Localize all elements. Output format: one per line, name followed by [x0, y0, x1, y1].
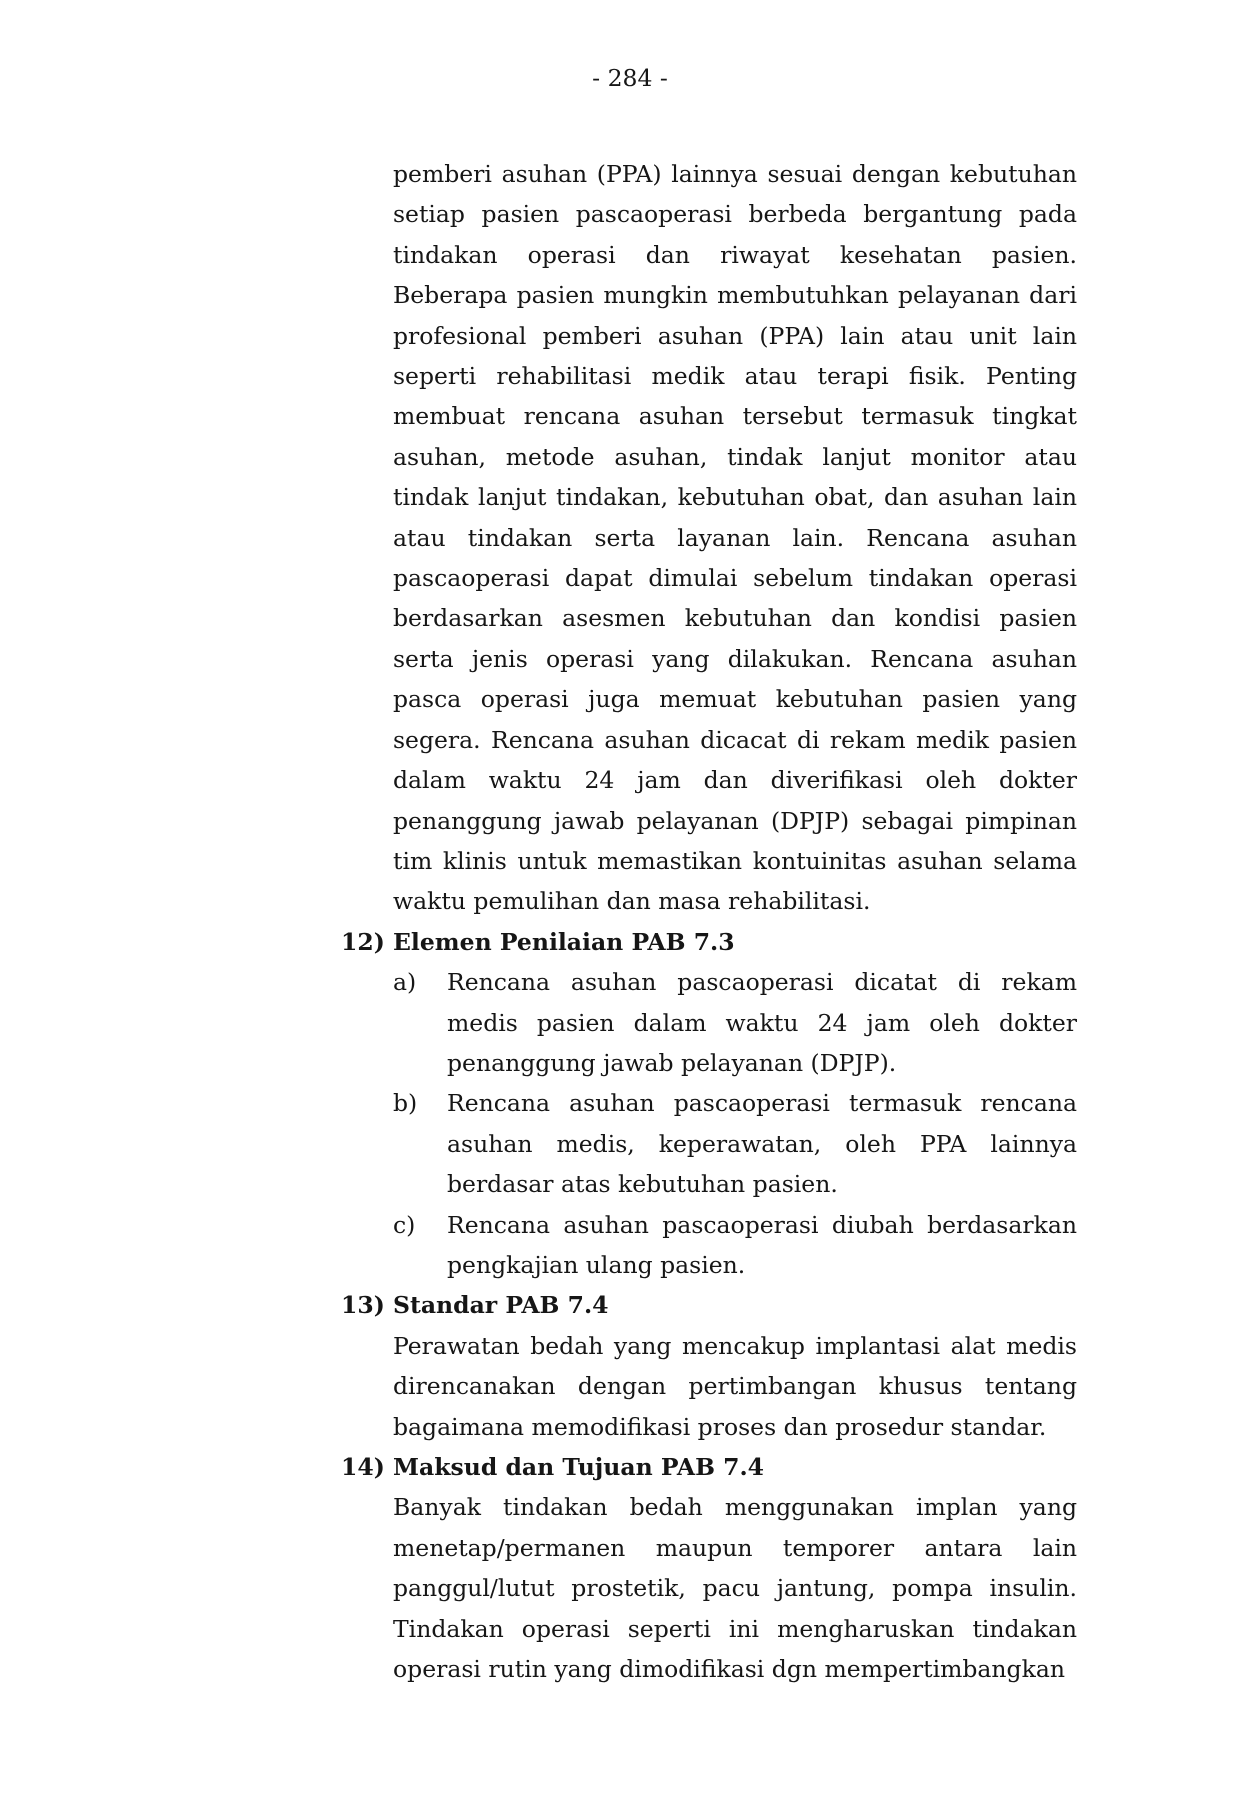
- list-item-text: Rencana asuhan pascaoperasi dicatat di rekam medis pasien dalam waktu 24 jam oleh dokter penanggung jawab pelayanan (DPJP).: [447, 968, 1077, 1077]
- section-heading: [341, 1447, 1077, 1487]
- section-number: 14): [341, 1453, 385, 1481]
- criteria-list: [393, 962, 1077, 1285]
- list-item-letter: c): [393, 1210, 416, 1239]
- section-13: [341, 1285, 1077, 1447]
- list-item-letter: b): [393, 1089, 418, 1118]
- intro-paragraph: pemberi asuhan (PPA) lainnya sesuai dengan kebutuhan setiap pasien pascaoperasi berbeda bergantung pada tindakan operasi dan riwayat kesehatan pasien. Beberapa pasien mungkin membutuhkan pelayanan dari profesional pemberi asuhan (PPA) lain atau unit lain seperti rehabilitasi medik atau terapi fisik. Penting membuat rencana asuhan tersebut termasuk tingkat asuhan, metode asuhan, tindak lanjut monitor atau tindak lanjut tindakan, kebutuhan obat, dan asuhan lain atau tindakan serta layanan lain. Rencana asuhan pascaoperasi dapat dimulai sebelum tindakan operasi berdasarkan asesmen kebutuhan dan kondisi pasien serta jenis operasi yang dilakukan. Rencana asuhan pasca operasi juga memuat kebutuhan pasien yang segera. Rencana asuhan dicacat di rekam medik pasien dalam waktu 24 jam dan diverifikasi oleh dokter penanggung jawab pelayanan (DPJP) sebagai pimpinan tim klinis untuk memastikan kontuinitas asuhan selama waktu pemulihan dan masa rehabilitasi.: [393, 160, 1077, 916]
- section-12: [341, 922, 1077, 1286]
- page-number: - 284 -: [592, 64, 668, 92]
- section-number: 13): [341, 1291, 385, 1320]
- list-item: [393, 962, 1077, 1083]
- section-14: [341, 1447, 1077, 1689]
- section-number: 12): [341, 927, 385, 956]
- section-title: Maksud dan Tujuan PAB 7.4: [393, 1453, 764, 1481]
- list-item: [393, 1205, 1077, 1286]
- list-item-text: Rencana asuhan pascaoperasi diubah berdasarkan pengkajian ulang pasien.: [447, 1210, 1077, 1279]
- section-title: Standar PAB 7.4: [393, 1291, 609, 1320]
- section-title: Elemen Penilaian PAB 7.3: [393, 927, 735, 956]
- document-body: [341, 154, 1077, 1689]
- section-heading: [341, 1285, 1077, 1325]
- section-paragraph: Banyak tindakan bedah menggunakan implan yang menetap/permanen maupun temporer antara lain panggul/lutut prostetik, pacu jantung, pompa insulin. Tindakan operasi seperti ini mengharuskan tindakan operasi rutin yang dimodifikasi dgn mempertimbangkan: [393, 1493, 1077, 1684]
- section-heading: [341, 922, 1077, 962]
- section-paragraph: Perawatan bedah yang mencakup implantasi alat medis direncanakan dengan pertimbangan khusus tentang bagaimana memodifikasi proses dan prosedur standar.: [393, 1331, 1077, 1441]
- list-item: [393, 1083, 1077, 1204]
- list-item-text: Rencana asuhan pascaoperasi termasuk rencana asuhan medis, keperawatan, oleh PPA lainnya berdasar atas kebutuhan pasien.: [447, 1089, 1077, 1199]
- list-item-letter: a): [393, 968, 417, 997]
